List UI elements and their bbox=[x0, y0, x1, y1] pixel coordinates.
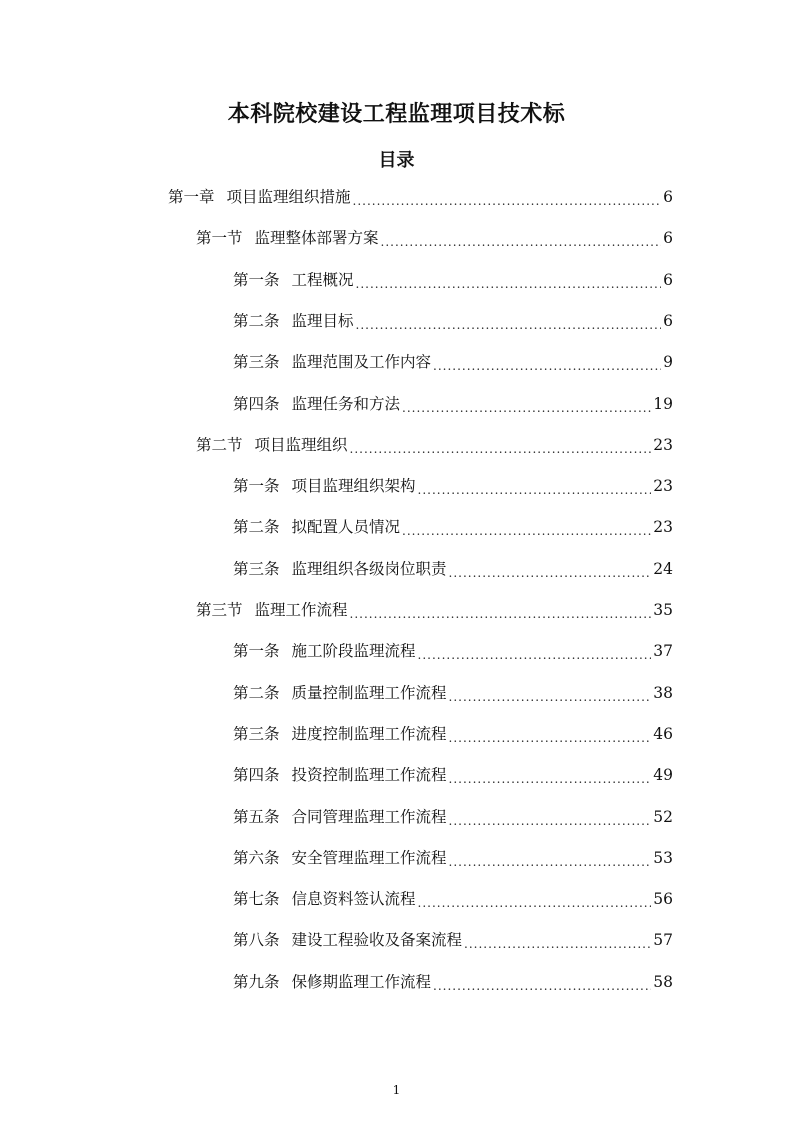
toc-dot-leader bbox=[464, 929, 651, 959]
toc-entry-number: 第一条 bbox=[233, 270, 280, 289]
toc-entry-number: 第七条 bbox=[233, 890, 280, 909]
toc-entry-number: 第二条 bbox=[233, 518, 280, 537]
toc-dot-leader bbox=[353, 186, 662, 216]
toc-entry-page: 23 bbox=[653, 435, 673, 454]
toc-dot-leader bbox=[381, 227, 662, 257]
toc-dot-leader bbox=[356, 310, 662, 340]
toc-entry-title: 监理组织各级岗位职责 bbox=[291, 559, 447, 578]
toc-dot-leader bbox=[433, 351, 661, 381]
toc-entry-page: 38 bbox=[653, 683, 673, 702]
toc-entry-title: 监理目标 bbox=[291, 311, 354, 330]
toc-entry-title: 安全管理监理工作流程 bbox=[291, 848, 447, 867]
toc-entry-title: 工程概况 bbox=[291, 270, 354, 289]
toc-dot-leader bbox=[449, 682, 652, 712]
toc-entry-page: 24 bbox=[653, 559, 673, 578]
toc-dot-leader bbox=[449, 764, 652, 794]
toc-entry-number: 第一章 bbox=[168, 188, 215, 206]
toc-entry-title: 施工阶段监理流程 bbox=[291, 642, 416, 661]
toc-entry-page: 6 bbox=[663, 270, 673, 289]
toc-entry-page: 52 bbox=[653, 807, 673, 826]
toc-entry-title: 监理整体部署方案 bbox=[254, 229, 379, 248]
toc-entry-page: 6 bbox=[663, 188, 673, 206]
toc-dot-leader bbox=[433, 971, 651, 1001]
toc-entry-number: 第四条 bbox=[233, 766, 280, 785]
toc-dot-leader bbox=[418, 640, 652, 670]
toc-entry-title: 质量控制监理工作流程 bbox=[291, 683, 447, 702]
toc-entry-title: 项目监理组织措施 bbox=[226, 188, 351, 206]
toc-entry[interactable] bbox=[233, 512, 673, 542]
toc-dot-leader bbox=[402, 516, 651, 546]
toc-entry-title: 建设工程验收及备案流程 bbox=[291, 931, 463, 950]
toc-entry-number: 第九条 bbox=[233, 972, 280, 991]
toc-entry[interactable] bbox=[233, 389, 673, 419]
toc-entry-page: 57 bbox=[653, 931, 673, 950]
toc-entry-page: 49 bbox=[653, 766, 673, 785]
toc-entry[interactable] bbox=[168, 182, 673, 212]
toc-entry[interactable] bbox=[233, 884, 673, 914]
toc-dot-leader bbox=[350, 434, 652, 464]
toc-dot-leader bbox=[356, 269, 662, 299]
toc-entry-number: 第四条 bbox=[233, 394, 280, 413]
toc-entry[interactable] bbox=[233, 306, 673, 336]
toc-entry-title: 投资控制监理工作流程 bbox=[291, 766, 447, 785]
toc-entry-page: 6 bbox=[663, 311, 673, 330]
toc-entry[interactable] bbox=[233, 554, 673, 584]
toc-entry[interactable] bbox=[233, 265, 673, 295]
toc-dot-leader bbox=[418, 475, 652, 505]
toc-entry-number: 第一节 bbox=[196, 229, 243, 248]
toc-entry-title: 项目监理组织 bbox=[254, 435, 348, 454]
toc-entry-page: 37 bbox=[653, 642, 673, 661]
toc-entry-number: 第三条 bbox=[233, 559, 280, 578]
toc-entry[interactable] bbox=[233, 843, 673, 873]
toc-entry-page: 35 bbox=[653, 601, 673, 619]
toc-entry-page: 56 bbox=[653, 890, 673, 909]
toc-entry-number: 第一条 bbox=[233, 477, 280, 496]
toc-entry-page: 53 bbox=[653, 848, 673, 867]
toc-entry-title: 监理范围及工作内容 bbox=[291, 353, 432, 372]
toc-entry-page: 58 bbox=[653, 972, 673, 991]
toc-entry-number: 第三条 bbox=[233, 353, 280, 372]
toc-entry-number: 第五条 bbox=[233, 807, 280, 826]
toc-dot-leader bbox=[418, 888, 652, 918]
toc-entry-page: 19 bbox=[653, 394, 673, 413]
toc-entry-page: 6 bbox=[663, 229, 673, 248]
toc-entry[interactable] bbox=[233, 967, 673, 997]
toc-entry-number: 第六条 bbox=[233, 848, 280, 867]
toc-entry-number: 第三节 bbox=[196, 601, 243, 619]
toc-entry-title: 进度控制监理工作流程 bbox=[291, 724, 447, 743]
toc-entry-title: 监理工作流程 bbox=[254, 601, 348, 619]
toc-entry-number: 第三条 bbox=[233, 724, 280, 743]
toc-entry-page: 23 bbox=[653, 518, 673, 537]
toc-entry[interactable] bbox=[233, 678, 673, 708]
toc-dot-leader bbox=[449, 806, 652, 836]
page-number: 1 bbox=[392, 1083, 401, 1097]
toc-dot-leader bbox=[350, 599, 652, 629]
toc-dot-leader bbox=[449, 723, 652, 753]
toc-entry[interactable] bbox=[196, 430, 673, 460]
toc-entry[interactable] bbox=[233, 802, 673, 832]
toc-entry-page: 46 bbox=[653, 724, 673, 743]
toc-entry[interactable] bbox=[196, 595, 673, 625]
toc-entry-title: 合同管理监理工作流程 bbox=[291, 807, 447, 826]
toc-entry-title: 拟配置人员情况 bbox=[291, 518, 401, 537]
toc-entry-number: 第二节 bbox=[196, 435, 243, 454]
toc-entry[interactable] bbox=[233, 347, 673, 377]
toc-entry[interactable] bbox=[233, 719, 673, 749]
document-title: 本科院校建设工程监理项目技术标 bbox=[227, 102, 566, 127]
toc-entry[interactable] bbox=[233, 925, 673, 955]
toc-entry-title: 监理任务和方法 bbox=[291, 394, 401, 413]
toc-dot-leader bbox=[449, 558, 652, 588]
toc-heading: 目录 bbox=[378, 150, 415, 171]
toc-entry-title: 项目监理组织架构 bbox=[291, 477, 416, 496]
toc-entry-number: 第一条 bbox=[233, 642, 280, 661]
toc-entry[interactable] bbox=[196, 223, 673, 253]
toc-dot-leader bbox=[449, 847, 652, 877]
toc-entry-number: 第八条 bbox=[233, 931, 280, 950]
toc-entry-number: 第二条 bbox=[233, 311, 280, 330]
toc-entry-title: 保修期监理工作流程 bbox=[291, 972, 432, 991]
toc-dot-leader bbox=[402, 393, 651, 423]
toc-entry-number: 第二条 bbox=[233, 683, 280, 702]
toc-entry[interactable] bbox=[233, 760, 673, 790]
toc-entry[interactable] bbox=[233, 636, 673, 666]
toc-entry[interactable] bbox=[233, 471, 673, 501]
toc-entry-page: 9 bbox=[663, 353, 673, 372]
toc-entry-title: 信息资料签认流程 bbox=[291, 890, 416, 909]
toc-entry-page: 23 bbox=[653, 477, 673, 496]
